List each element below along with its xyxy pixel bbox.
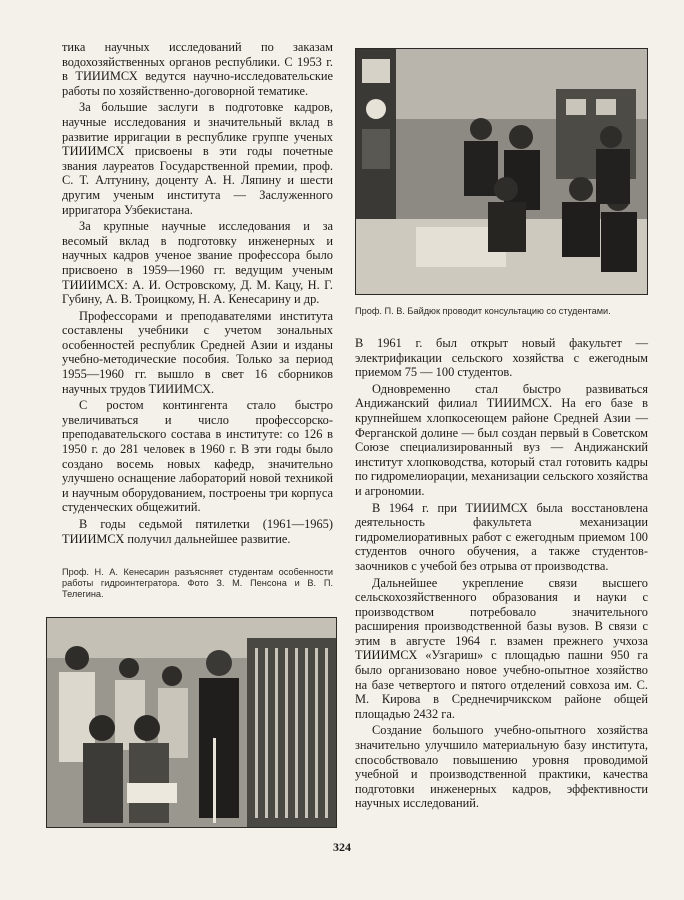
- paragraph-right-2: Одновременно стал быстро развиваться Андижанский филиал ТИИИМСХ. На его базе в крупнейшем хлопкосеющем районе Средней Азии — Ферганской долине — был создан первый в Советском Союзе специализированный вуз — Андижанский институт хлопководства, который стал готовить кадры по гидромелиорации, механизации сельского хозяйства и агрономии.: [355, 381, 648, 498]
- photo-consultation-image: [356, 49, 647, 294]
- paragraph-left-5: С ростом контингента стало быстро увеличиваться и число профессорско-преподавательского состава в институте: со 126 в 1950 г. до 281 человек в 1960 г. В эти годы было создано восемь новых кафедр, значительно улучшено оснащение лабораторий новой техникой и научным оборудованием, построены три корпуса студенческих общежитий.: [62, 398, 333, 515]
- photo-hydrointegrator-image: [47, 618, 336, 827]
- caption-left-block: [62, 567, 333, 600]
- paragraph-left-3: За крупные научные исследования и за весомый вклад в подготовку инженерных и научных кадров ученое звание профессора было присвоено в 1959—1960 гг. ведущим ученым ТИИИМСХ: А. И. Островскому, Д. М. Кацу, Н. Г. Губину, А. В. Троицкому, Н. А. Кенесарину и др.: [62, 219, 333, 307]
- caption-right-block: [355, 306, 646, 317]
- paragraph-right-4: Дальнейшее укрепление связи высшего сельскохозяйственного образования и науки с производством потребовало значительного расширения производственной базы вузов. В связи с этим в августе 1964 г. взамен прежнего учхоза ТИИИМСХ «Узгариш» с площадью пашни 950 га было организовано новое учебно-опытное хозяйство на базе четвертого и пятого отделений совхоза им. С. М. Кирова в Среднечирчикском районе общей площадью 2432 га.: [355, 575, 648, 721]
- paragraph-left-2: За большие заслуги в подготовке кадров, научные исследования и значительный вклад в развитие ирригации в республике группе ученых ТИИИМСХ присвоены в эти годы почетные звания лауреатов Государственной премии, проф. С. Т. Алтунину, доценту А. Н. Ляпину и шести другим ученым института — Заслуженного ирригатора Узбекистана.: [62, 100, 333, 217]
- left-text-column: [62, 40, 333, 546]
- paragraph-left-4: Профессорами и преподавателями института составлены учебники с учетом зональных особенностей республик Средней Азии и изданы учебно-методические пособия. Только за период 1955—1960 гг. вышло в свет 16 сборников научных трудов ТИИИМСХ.: [62, 308, 333, 396]
- photo-consultation: [355, 48, 648, 295]
- paragraph-right-3: В 1964 г. при ТИИИМСХ была восстановлена деятельность факультета механизации гидромелиоративных работ с ежегодным приемом 100 студентов очного обучения, а также студентов-заочников с учебой без отрыва от производства.: [355, 500, 648, 573]
- paragraph-right-5: Создание большого учебно-опытного хозяйства значительно улучшило материальную базу института, способствовало повышению уровня проводимой учебной и производственной практики, качества подготовки инженерных кадров, эффективности научных исследований.: [355, 723, 648, 811]
- page-number: 324: [333, 840, 351, 854]
- caption-hydrointegrator: Проф. Н. А. Кенесарин разъясняет студентам особенности работы гидроинтегратора. Фото З. М. Пенсона и В. П. Телегина.: [62, 567, 333, 599]
- photo-hydrointegrator: [46, 617, 337, 828]
- right-text-column: [355, 336, 648, 811]
- paragraph-left-1: тика научных исследований по заказам водохозяйственных органов республики. С 1953 г. в ТИИИМСХ ведутся научно-исследовательские работы по хозяйственно-договорной тематике.: [62, 40, 333, 98]
- caption-consultation: Проф. П. В. Байдюк проводит консультацию со студентами.: [355, 306, 611, 316]
- paragraph-left-6: В годы седьмой пятилетки (1961—1965) ТИИИМСХ получил дальнейшее развитие.: [62, 517, 333, 546]
- paragraph-right-1: В 1961 г. был открыт новый факультет — электрификации сельского хозяйства с ежегодным приемом 75 — 100 студентов.: [355, 336, 648, 380]
